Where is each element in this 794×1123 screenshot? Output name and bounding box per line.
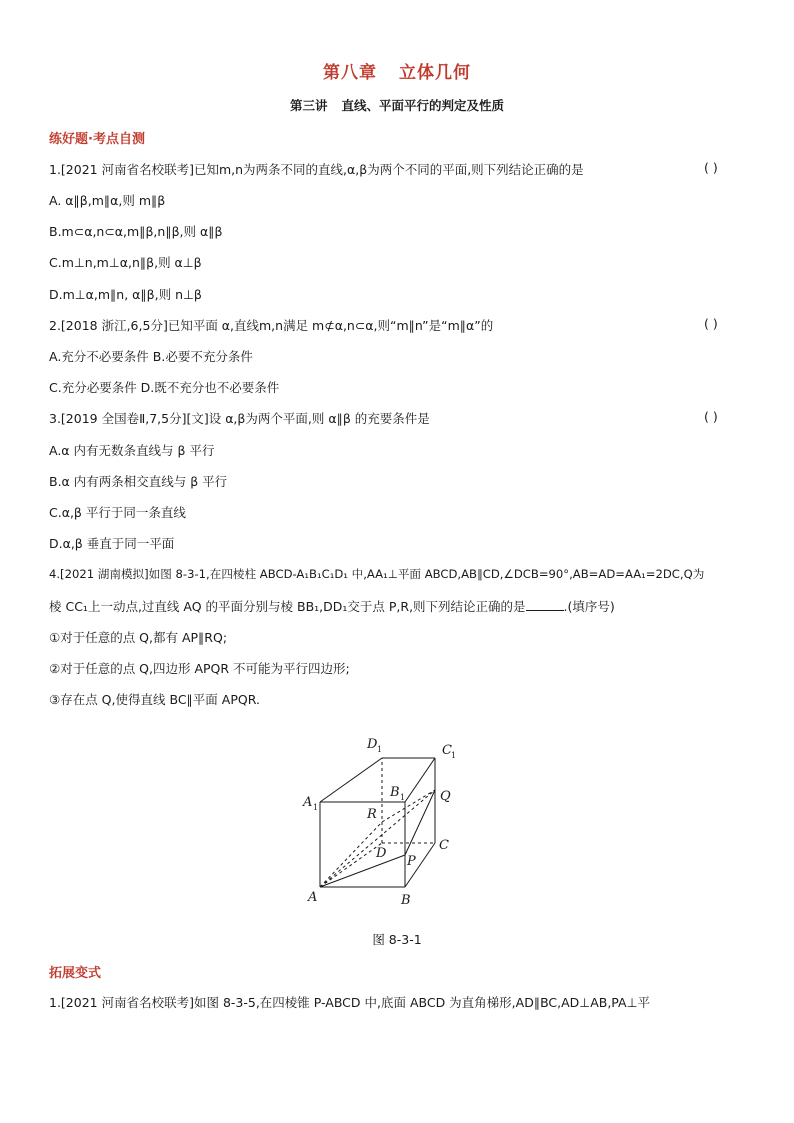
hidden-section-A-R: [320, 822, 382, 887]
q4-line-2-suffix: .(填序号): [563, 599, 615, 614]
q2-options-cd: C.充分必要条件 D.既不充分也不必要条件: [49, 380, 280, 395]
q4-line-2-text: 棱 CC₁上一动点,过直线 AQ 的平面分别与棱 BB₁,DD₁交于点 P,R,则下列结论正确的是: [49, 599, 526, 614]
label-A: A: [308, 890, 318, 905]
q4-item-2: ②对于任意的点 Q,四边形 APQR 不可能为平行四边形;: [49, 661, 350, 676]
section-extension: 拓展变式: [49, 966, 102, 981]
q3-option-b: B.α 内有两条相交直线与 β 平行: [49, 474, 228, 489]
edge-B1-C1: [405, 758, 435, 802]
answer-blank[interactable]: [526, 600, 564, 611]
label-C1: C: [442, 743, 452, 758]
q4-item-3: ③存在点 Q,使得直线 BC∥平面 APQR.: [49, 692, 260, 707]
q2-answer-paren: ( ): [704, 316, 718, 331]
q1-answer-paren: ( ): [704, 160, 718, 175]
hidden-section-A-Q: [320, 790, 435, 887]
label-Q: Q: [440, 789, 451, 804]
q3-option-c: C.α,β 平行于同一条直线: [49, 505, 186, 520]
label-C: C: [439, 838, 449, 853]
chapter-number: 第八章: [323, 63, 377, 83]
label-P: P: [407, 854, 416, 869]
q3-answer-paren: ( ): [704, 409, 718, 424]
q1-stem: 1.[2021 河南省名校联考]已知m,n为两条不同的直线,α,β为两个不同的平面,则下列结论正确的是: [49, 162, 584, 177]
q1-option-a: A. α∥β,m∥α,则 m∥β: [49, 193, 166, 208]
label-D1-subscript: 1: [377, 745, 383, 754]
q2-options-ab: A.充分不必要条件 B.必要不充分条件: [49, 349, 253, 364]
q3-option-d: D.α,β 垂直于同一平面: [49, 536, 175, 551]
section-A-P: [320, 855, 405, 887]
q4-line-1: 4.[2021 湖南模拟]如图 8-3-1,在四棱柱 ABCD-A₁B₁C₁D₁ 中,AA₁⊥平面 ABCD,AB∥CD,∠DCB=90°,AB=AD=AA₁=2DC,Q为: [49, 567, 705, 581]
lesson-heading: [0, 96, 794, 114]
label-A1-subscript: 1: [313, 803, 319, 812]
q3-stem: 3.[2019 全国卷Ⅱ,7,5分][文]设 α,β为两个平面,则 α∥β 的充要条件是: [49, 411, 430, 426]
q4-line-2: [49, 597, 615, 615]
hidden-edge-A-D: [320, 843, 382, 887]
chapter-title: 立体几何: [399, 63, 471, 83]
label-B1: B: [390, 785, 400, 800]
q1-option-d: D.m⊥α,m∥n, α∥β,则 n⊥β: [49, 287, 202, 302]
chapter-heading: [0, 58, 794, 83]
q2-stem: 2.[2018 浙江,6,5分]已知平面 α,直线m,n满足 m⊄α,n⊂α,则“m∥n”是“m∥α”的: [49, 318, 494, 333]
lesson-title: 直线、平面平行的判定及性质: [341, 98, 505, 113]
edge-A1-D1: [320, 758, 382, 802]
figure-caption: 图 8-3-1: [372, 932, 422, 947]
section-P-Q: [405, 790, 435, 855]
q3-option-a: A.α 内有无数条直线与 β 平行: [49, 443, 215, 458]
ext1-stem: 1.[2021 河南省名校联考]如图 8-3-5,在四棱锥 P-ABCD 中,底面 ABCD 为直角梯形,AD∥BC,AD⊥AB,PA⊥平: [49, 995, 650, 1010]
label-R: R: [367, 807, 377, 822]
q1-option-c: C.m⊥n,m⊥α,n∥β,则 α⊥β: [49, 255, 202, 270]
section-practice: 练好题·考点自测: [49, 132, 145, 147]
label-B1-subscript: 1: [400, 793, 406, 802]
lesson-number: 第三讲: [289, 98, 328, 113]
label-B: B: [401, 893, 411, 908]
prism-figure: [290, 730, 470, 915]
q4-item-1: ①对于任意的点 Q,都有 AP∥RQ;: [49, 630, 228, 645]
q1-option-b: B.m⊂α,n⊂α,m∥β,n∥β,则 α∥β: [49, 224, 223, 239]
label-D1: D: [367, 737, 378, 752]
label-D: D: [376, 846, 387, 861]
label-C1-subscript: 1: [451, 751, 457, 760]
label-A1: A: [303, 795, 313, 810]
